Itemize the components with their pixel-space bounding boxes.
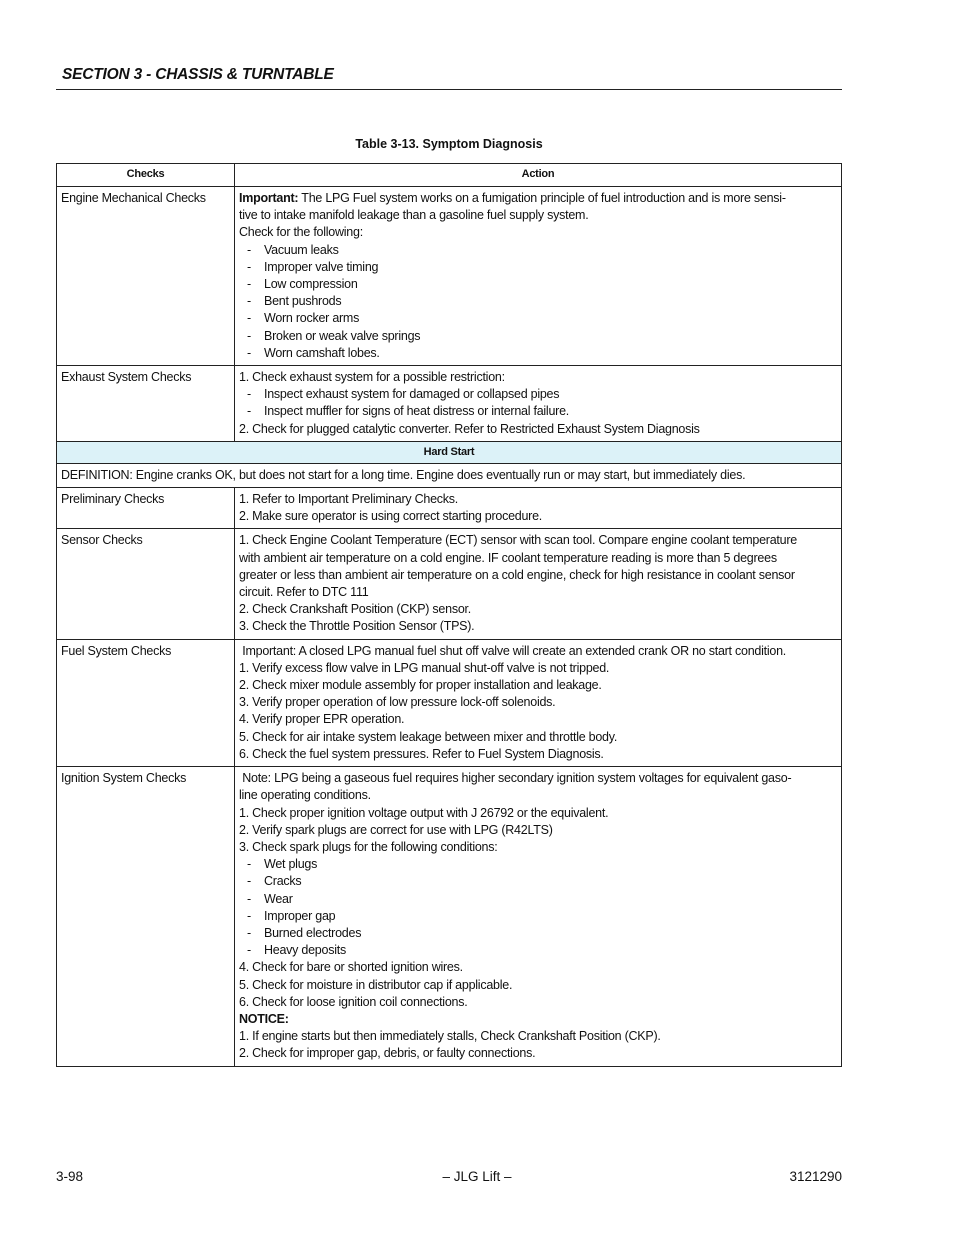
line-text: 1. Refer to Important Preliminary Checks.	[239, 492, 458, 507]
table-row	[57, 639, 842, 766]
document-number: 3121290	[789, 1169, 842, 1184]
action-line	[239, 532, 837, 549]
line-text: 5. Check for air intake system leakage between mixer and throttle body.	[239, 729, 618, 744]
action-bullet	[239, 891, 837, 908]
line-text: Vacuum leaks	[264, 242, 339, 257]
table-row	[57, 187, 842, 366]
line-text: 6. Check for loose ignition coil connections.	[239, 994, 468, 1009]
action-line	[239, 601, 837, 618]
line-text: Bent pushrods	[264, 294, 342, 309]
action-line	[239, 508, 837, 525]
line-text: Inspect exhaust system for damaged or collapsed pipes	[264, 387, 560, 402]
dash-marker: -	[247, 328, 251, 343]
action-bullet	[239, 908, 837, 925]
action-cell	[235, 366, 842, 442]
check-category: Sensor Checks	[57, 529, 235, 639]
line-text: Important: A closed LPG manual fuel shut off valve will create an extended crank OR no start condition.	[239, 643, 787, 658]
action-bullet	[239, 293, 837, 310]
line-text: 2. Check mixer module assembly for proper installation and leakage.	[239, 678, 602, 693]
action-cell	[235, 529, 842, 639]
section-label: Hard Start	[57, 441, 842, 463]
line-text: Burned electrodes	[264, 925, 362, 940]
action-line	[239, 190, 837, 207]
line-text: Inspect muffler for signs of heat distress or internal failure.	[264, 404, 570, 419]
line-text: 3. Check the Throttle Position Sensor (TPS).	[239, 619, 475, 634]
page-number: 3-98	[56, 1169, 84, 1184]
check-category: Exhaust System Checks	[57, 366, 235, 442]
check-category: Fuel System Checks	[57, 639, 235, 766]
action-line	[239, 567, 837, 584]
line-text: Broken or weak valve springs	[264, 328, 421, 343]
header-divider	[56, 89, 842, 90]
dash-marker: -	[247, 345, 251, 360]
action-line	[239, 677, 837, 694]
dash-marker: -	[247, 857, 251, 872]
line-text: Improper valve timing	[264, 259, 379, 274]
dash-marker: -	[247, 259, 251, 274]
line-text: 2. Check for plugged catalytic converter. Refer to Restricted Exhaust System Diagnosis	[239, 421, 700, 436]
line-text: 2. Check Crankshaft Position (CKP) sensor.	[239, 602, 471, 617]
line-text: Wear	[264, 891, 293, 906]
action-line	[239, 729, 837, 746]
line-text: 2. Make sure operator is using correct starting procedure.	[239, 509, 543, 524]
line-text: 1. Check Engine Coolant Temperature (ECT) sensor with scan tool. Compare engine coolant temperature	[239, 533, 797, 548]
action-line	[239, 550, 837, 567]
line-text: tive to intake manifold leakage than a gasoline fuel supply system.	[239, 208, 589, 223]
action-bullet	[239, 386, 837, 403]
action-line	[239, 839, 837, 856]
action-line	[239, 977, 837, 994]
table-caption: Table 3-13. Symptom Diagnosis	[355, 137, 543, 151]
section-title: SECTION 3 - CHASSIS & TURNTABLE	[62, 66, 334, 83]
action-line	[239, 805, 837, 822]
action-line	[239, 1011, 837, 1028]
line-text: 3. Verify proper operation of low pressure lock-off solenoids.	[239, 695, 556, 710]
column-header-checks: Checks	[57, 164, 235, 187]
action-bullet	[239, 856, 837, 873]
action-bullet	[239, 925, 837, 942]
check-category: Ignition System Checks	[57, 767, 235, 1066]
action-line	[239, 584, 837, 601]
action-line	[239, 959, 837, 976]
table-row	[57, 366, 842, 442]
table-row	[57, 529, 842, 639]
dash-marker: -	[247, 311, 251, 326]
definition-text: DEFINITION: Engine cranks OK, but does not start for a long time. Engine does eventually run or may start, but immediately dies.	[57, 463, 842, 487]
action-cell	[235, 767, 842, 1066]
dash-marker: -	[247, 943, 251, 958]
line-text: Worn camshaft lobes.	[264, 345, 380, 360]
dash-marker: -	[247, 908, 251, 923]
action-line	[239, 618, 837, 635]
action-line	[239, 694, 837, 711]
action-line	[239, 207, 837, 224]
action-line	[239, 421, 837, 438]
action-line	[239, 1028, 837, 1045]
line-text: Improper gap	[264, 908, 336, 923]
action-bullet	[239, 310, 837, 327]
action-bullet	[239, 345, 837, 362]
line-text: circuit. Refer to DTC 111	[239, 585, 369, 600]
line-text: 1. Check proper ignition voltage output with J 26792 or the equivalent.	[239, 805, 609, 820]
action-bullet	[239, 259, 837, 276]
action-bullet	[239, 276, 837, 293]
line-text: 1. Verify excess flow valve in LPG manual shut-off valve is not tripped.	[239, 660, 610, 675]
action-bullet	[239, 942, 837, 959]
action-cell	[235, 488, 842, 529]
table-header-row	[57, 164, 842, 187]
line-text: with ambient air temperature on a cold engine. IF coolant temperature reading is more than 5 degrees	[239, 550, 777, 565]
line-text: Low compression	[264, 277, 358, 292]
emphasis-label: NOTICE:	[239, 1011, 289, 1026]
line-text: 4. Check for bare or shorted ignition wires.	[239, 960, 463, 975]
action-line	[239, 994, 837, 1011]
action-cell	[235, 639, 842, 766]
line-text: Worn rocker arms	[264, 311, 360, 326]
dash-marker: -	[247, 277, 251, 292]
line-text: 1. If engine starts but then immediately stalls, Check Crankshaft Position (CKP).	[239, 1029, 661, 1044]
section-row-hard-start	[57, 441, 842, 463]
action-line	[239, 369, 837, 386]
line-text: Heavy deposits	[264, 943, 346, 958]
line-text: Check for the following:	[239, 225, 363, 240]
table-row	[57, 767, 842, 1066]
dash-marker: -	[247, 242, 251, 257]
action-bullet	[239, 403, 837, 420]
line-text: 3. Check spark plugs for the following conditions:	[239, 839, 498, 854]
action-line	[239, 711, 837, 728]
line-text: The LPG Fuel system works on a fumigation principle of fuel introduction and is more sensi-	[298, 191, 786, 205]
action-line	[239, 660, 837, 677]
action-line	[239, 491, 837, 508]
dash-marker: -	[247, 387, 251, 402]
dash-marker: -	[247, 891, 251, 906]
dash-marker: -	[247, 404, 251, 419]
emphasis-label: Important:	[239, 191, 299, 205]
line-text: line operating conditions.	[239, 788, 371, 803]
line-text: greater or less than ambient air temperature on a cold engine, check for high resistance in coolant sensor	[239, 567, 795, 582]
dash-marker: -	[247, 294, 251, 309]
line-text: 2. Verify spark plugs are correct for use with LPG (R42LTS)	[239, 822, 553, 837]
action-bullet	[239, 242, 837, 259]
line-text: 6. Check the fuel system pressures. Refer to Fuel System Diagnosis.	[239, 746, 604, 761]
column-header-action: Action	[235, 164, 842, 187]
action-cell	[235, 187, 842, 366]
line-text: Wet plugs	[264, 857, 318, 872]
dash-marker: -	[247, 925, 251, 940]
line-text: 5. Check for moisture in distributor cap if applicable.	[239, 977, 513, 992]
action-line	[239, 746, 837, 763]
check-category: Engine Mechanical Checks	[57, 187, 235, 366]
action-line	[239, 224, 837, 241]
dash-marker: -	[247, 874, 251, 889]
action-bullet	[239, 873, 837, 890]
table-row	[57, 488, 842, 529]
footer-publisher: – JLG Lift –	[442, 1169, 512, 1184]
action-line	[239, 643, 837, 660]
action-bullet	[239, 328, 837, 345]
check-category: Preliminary Checks	[57, 488, 235, 529]
definition-row	[57, 463, 842, 487]
line-text: 2. Check for improper gap, debris, or faulty connections.	[239, 1046, 536, 1061]
action-line	[239, 770, 837, 787]
line-text: Note: LPG being a gaseous fuel requires higher secondary ignition system voltages for equivalent gaso-	[239, 771, 792, 786]
action-line	[239, 822, 837, 839]
line-text: Cracks	[264, 874, 302, 889]
symptom-diagnosis-table	[56, 163, 842, 1067]
action-line	[239, 787, 837, 804]
action-line	[239, 1045, 837, 1062]
line-text: 4. Verify proper EPR operation.	[239, 712, 405, 727]
line-text: 1. Check exhaust system for a possible restriction:	[239, 370, 505, 385]
